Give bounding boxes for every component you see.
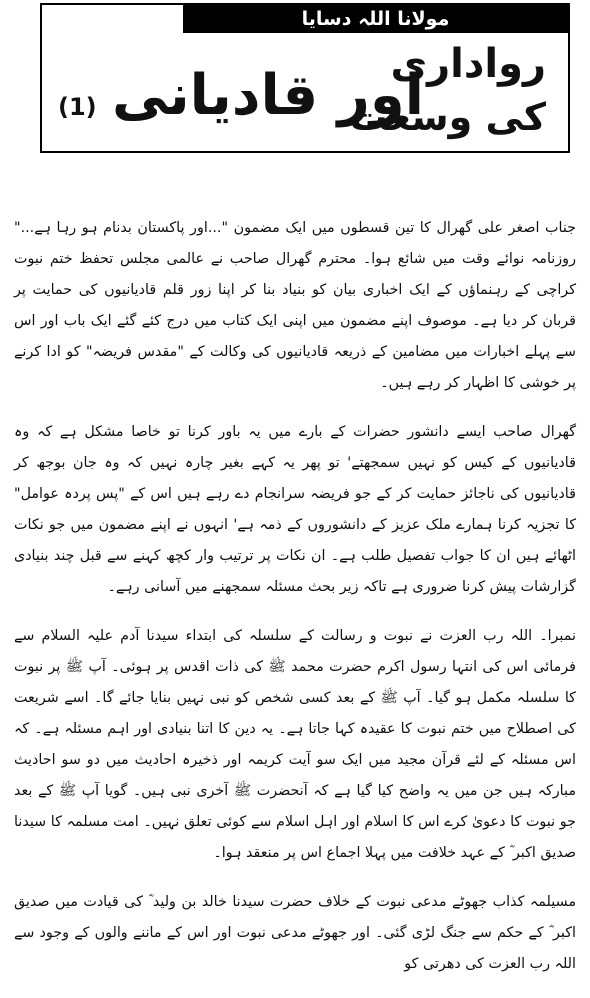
author-byline: مولانا اللہ دسایا — [183, 5, 568, 33]
part-number: (1) — [58, 93, 97, 121]
paragraph: جناب اصغر علی گھرال کا تین قسطوں میں ایک مضمون "...اور پاکستان بدنام ہو رہا ہے..." روزنامہ نوائے وقت میں شائع ہوا۔ محترم گھرال صاحب نے عالمی مجلس تحفظ ختم نبوت کراچی کے رہنماؤں کے ایک اخباری بیان کو بنیاد بنا کر اپنا زور قلم قادیانیوں کی حمایت پر قربان کر دیا ہے۔ موصوف اپنے مضمون میں اپنی ایک کتاب میں درج کئے گئے ایک باب اور اس سے پہلے اخبارات میں مضامین کے ذریعہ قادیانیوں کی وکالت کے "مقدس فریضہ" کو ادا کرنے پر خوشی کا اظہار کر رہے ہیں۔ — [14, 220, 576, 391]
paragraph: مسیلمہ کذاب جھوٹے مدعی نبوت کے خلاف حضرت سیدنا خالد بن ولید ؓ کی قیادت میں صدیق اکبر ؓ کے حکم سے جنگ لڑی گئی۔ اور جھوٹے مدعی نبوت اور اس کے ماننے والوں کے وجود سے اللہ رب العزت کی دھرتی کو — [14, 894, 576, 972]
paragraph: نمبرا۔ اللہ رب العزت نے نبوت و رسالت کے سلسلہ کی ابتداء سیدنا آدم علیہ السلام سے فرمائی اس کی انتہا رسول اکرم حضرت محمد ﷺ کی ذات اقدس پر ہوئی۔ آپ ﷺ پر نبوت کا سلسلہ مکمل ہو گیا۔ آپ ﷺ کے بعد کسی شخص کو نبی نہیں بنایا جائے گا۔ اسے شریعت کی اصطلاح میں ختم نبوت کا عقیدہ کہا جاتا ہے۔ یہ دین کا اتنا بنیادی اور اہم مسئلہ ہے۔ کہ اس مسئلہ کے لئے قرآن مجید میں ایک سو آیت کریمہ اور ذخیرہ احادیث میں دو سو احادیث مبارکہ ہیں جن میں یہ واضح کیا گیا ہے کہ آنحضرت ﷺ آخری نبی ہیں۔ گویا آپ ﷺ کے بعد جو نبوت کا دعویٰ کرے اس کا اسلام اور اہل اسلام سے کوئی تعلق نہیں۔ امت مسلمہ کا سیدنا صدیق اکبر ؓ کے عہد خلافت میں پہلا اجماع اس پر منعقد ہوا۔ — [14, 628, 576, 861]
paragraph: گھرال صاحب ایسے دانشور حضرات کے بارے میں یہ باور کرنا تو خاصا مشکل ہے کہ وہ قادیانیوں کے کیس کو نہیں سمجھتے' تو پھر یہ کہے بغیر چارہ نہیں کہ وہ جان بوجھ کر قادیانیوں کی ناجائز حمایت کر کے جو فریضہ سرانجام دے رہے ہیں اس کے "پس پردہ عوامل" کا تجزیہ کرنا ہمارے ملک عزیز کے دانشوروں کے ذمہ ہے' انہوں نے اپنے مضمون میں جو نکات اٹھائے ہیں ان کا جواب تفصیل طلب ہے۔ ان نکات پر ترتیب وار کچھ کہنے سے قبل چند بنیادی گزارشات پیش کرنا ضروری ہے تاکہ زیر بحث مسئلہ سمجھنے میں آسانی رہے۔ — [14, 424, 576, 595]
headline-line-2: کی وسعت — [349, 95, 546, 139]
headline-line-1: رواداری — [390, 41, 546, 87]
article-body — [14, 213, 576, 998]
headline-line-3: اور قادیانی — [112, 63, 424, 128]
article-header — [40, 3, 570, 153]
